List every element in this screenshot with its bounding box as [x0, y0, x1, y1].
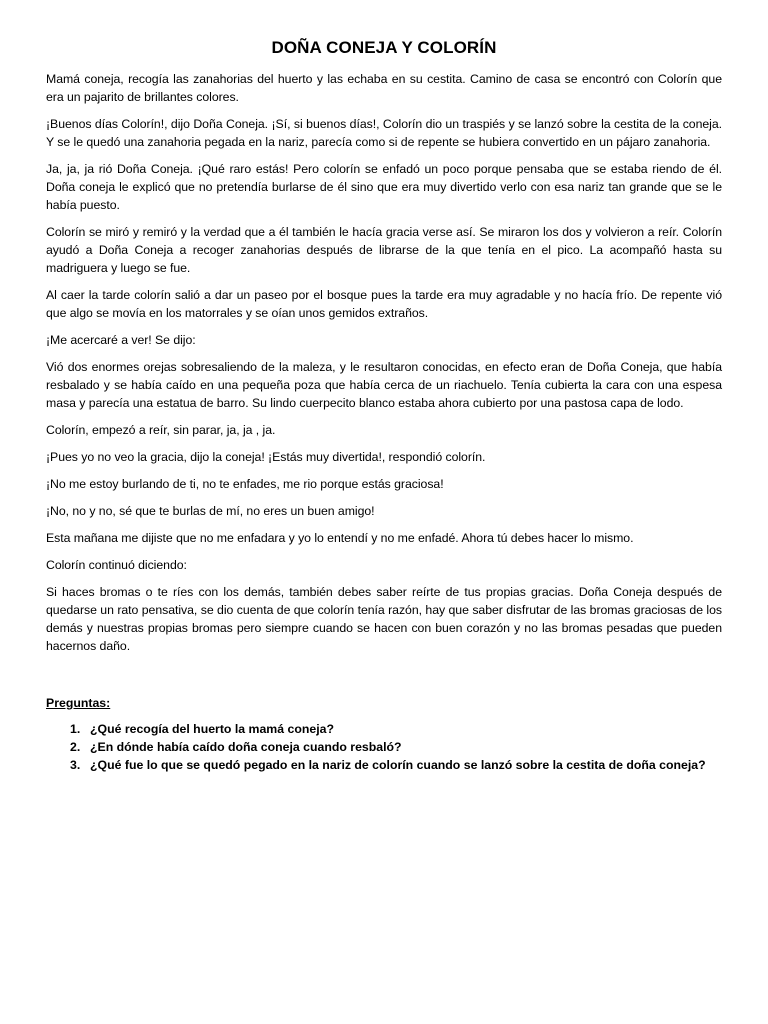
question-number: 3.: [70, 758, 81, 772]
question-item: [46, 738, 722, 756]
question-number: 1.: [70, 722, 81, 736]
story-paragraph: Ja, ja, ja rió Doña Coneja. ¡Qué raro estás! Pero colorín se enfadó un poco porque pensaba que se estaba riendo de él. Doña coneja le explicó que no pretendía burlarse de él sino que era muy divertido verlo con esa nariz tan grande que se le había puesto.: [46, 162, 722, 212]
question-text: ¿En dónde había caído doña coneja cuando resbaló?: [90, 740, 402, 754]
story-paragraph: Colorín continuó diciendo:: [46, 558, 187, 572]
story-paragraph: Si haces bromas o te ríes con los demás, también debes saber reírte de tus propias gracias. Doña Coneja después de quedarse un rato pensativa, se dio cuenta de que colorín tenía razón, hay que saber disfrutar de las bromas graciosas de los demás y nuestras propias bromas pero siempre cuando se hacen con buen corazón y no las bromas pesadas que pueden hacernos daño.: [46, 585, 722, 653]
question-item: [46, 720, 722, 738]
question-item: [46, 756, 722, 774]
document-title: DOÑA CONEJA Y COLORÍN: [271, 38, 497, 57]
document-page: [46, 38, 722, 774]
story-paragraph: Esta mañana me dijiste que no me enfadara y yo lo entendí y no me enfadé. Ahora tú debes hacer lo mismo.: [46, 531, 634, 545]
story-paragraph: Colorín, empezó a reír, sin parar, ja, ja , ja.: [46, 423, 276, 437]
question-text: ¿Qué fue lo que se quedó pegado en la nariz de colorín cuando se lanzó sobre la cestita de doña coneja?: [90, 758, 706, 772]
question-text: ¿Qué recogía del huerto la mamá coneja?: [90, 722, 334, 736]
story-paragraph: Vió dos enormes orejas sobresaliendo de la maleza, y le resultaron conocidas, en efecto eran de Doña Coneja, que había resbalado y se había caído en una pequeña poza que había cerca de un riachuelo. Tenía cubierta la cara con una espesa masa y parecía una estatua de barro. Su lindo cuerpecito blanco estaba ahora cubierto por una pastosa capa de lodo.: [46, 360, 722, 410]
questions-list: [46, 720, 722, 774]
story-paragraph: ¡Me acercaré a ver! Se dijo:: [46, 333, 196, 347]
question-number: 2.: [70, 740, 81, 754]
questions-heading: Preguntas:: [46, 696, 111, 710]
story-paragraph: ¡No, no y no, sé que te burlas de mí, no eres un buen amigo!: [46, 504, 375, 518]
story-paragraph: Colorín se miró y remiró y la verdad que a él también le hacía gracia verse así. Se miraron los dos y volvieron a reír. Colorín ayudó a Doña Coneja a recoger zanahorias después de librarse de la que tenía en el pico. La acompañó hasta su madriguera y luego se fue.: [46, 225, 722, 275]
story-paragraph: ¡Pues yo no veo la gracia, dijo la coneja! ¡Estás muy divertida!, respondió colorín.: [46, 450, 486, 464]
story-paragraph: ¡No me estoy burlando de ti, no te enfades, me rio porque estás graciosa!: [46, 477, 444, 491]
story-paragraph: ¡Buenos días Colorín!, dijo Doña Coneja. ¡Sí, si buenos días!, Colorín dio un traspiés y se lanzó sobre la cestita de la coneja. Y se le quedó una zanahoria pegada en la nariz, parecía como si de repente se hubiera convertido en un pájaro zanahoria.: [46, 117, 722, 149]
story-paragraph: Al caer la tarde colorín salió a dar un paseo por el bosque pues la tarde era muy agradable y no hacía frío. De repente vió que algo se movía en los matorrales y se oían unos gemidos extraños.: [46, 288, 722, 320]
story-paragraph: Mamá coneja, recogía las zanahorias del huerto y las echaba en su cestita. Camino de casa se encontró con Colorín que era un pajarito de brillantes colores.: [46, 72, 722, 104]
